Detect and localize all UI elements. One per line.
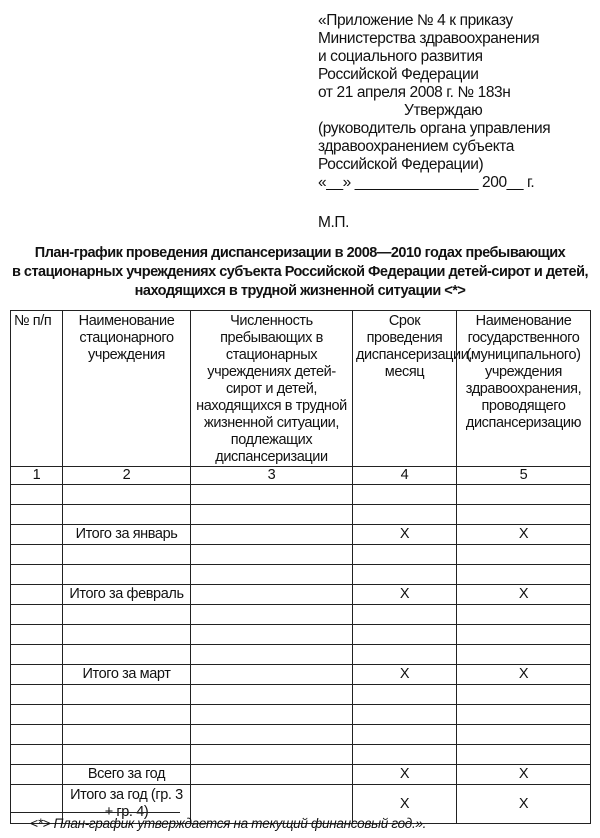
cell-healthcare-institution — [457, 625, 591, 645]
cell-term — [353, 485, 457, 505]
cell-number — [11, 725, 63, 745]
column-number: 2 — [63, 467, 191, 485]
title-line-2: в стационарных учреждениях субъекта Российской Федерации детей-сирот и детей, — [11, 264, 589, 280]
approve-label: Утверждаю — [404, 102, 483, 119]
column-number: 1 — [11, 467, 63, 485]
footnote-divider — [10, 812, 180, 813]
cell-healthcare-institution — [457, 545, 591, 565]
cell-term — [353, 705, 457, 725]
cell-healthcare-institution — [457, 705, 591, 725]
cell-healthcare-institution: X — [457, 585, 591, 605]
table-row — [11, 485, 591, 505]
cell-institution — [63, 565, 191, 585]
table-row — [11, 745, 591, 765]
cell-healthcare-institution: X — [457, 665, 591, 685]
cell-institution: Итого за февраль — [63, 585, 191, 605]
cell-headcount — [191, 545, 353, 565]
cell-number — [11, 485, 63, 505]
table-row — [11, 545, 591, 565]
cell-headcount — [191, 705, 353, 725]
cell-institution: Итого за год (гр. 3 + гр. 4) — [63, 785, 191, 824]
approval-header — [318, 12, 588, 232]
plan-table — [10, 310, 591, 824]
table-row — [11, 725, 591, 745]
cell-institution — [63, 505, 191, 525]
cell-institution: Всего за год — [63, 765, 191, 785]
cell-number — [11, 765, 63, 785]
cell-healthcare-institution: X — [457, 785, 591, 824]
cell-institution — [63, 625, 191, 645]
cell-healthcare-institution: X — [457, 765, 591, 785]
cell-institution — [63, 545, 191, 565]
cell-number — [11, 525, 63, 545]
table-row — [11, 705, 591, 725]
cell-headcount — [191, 485, 353, 505]
header-term: Срок проведения диспансеризации, месяц — [353, 311, 457, 467]
header-headcount: Численность пребывающих в стационарных учреждениях детей-сирот и детей, находящихся в трудной жизненной ситуации, подлежащих диспансеризации — [191, 311, 353, 467]
date-line: «__» _______________ 200__ г. — [318, 174, 535, 191]
cell-institution — [63, 605, 191, 625]
order-reference-line-3: и социального развития — [318, 48, 483, 65]
stamp-place: М.П. — [318, 214, 350, 231]
cell-number — [11, 745, 63, 765]
cell-headcount — [191, 745, 353, 765]
table-row — [11, 565, 591, 585]
title-line-3: находящихся в трудной жизненной ситуации <*> — [134, 283, 466, 299]
cell-headcount — [191, 605, 353, 625]
cell-term — [353, 605, 457, 625]
cell-institution — [63, 705, 191, 725]
cell-institution: Итого за январь — [63, 525, 191, 545]
cell-term: X — [353, 765, 457, 785]
cell-headcount — [191, 685, 353, 705]
cell-number — [11, 565, 63, 585]
approver-line-3: Российской Федерации) — [318, 156, 484, 173]
table-row — [11, 685, 591, 705]
cell-term — [353, 685, 457, 705]
cell-term — [353, 645, 457, 665]
table-row — [11, 525, 591, 545]
table-row — [11, 605, 591, 625]
cell-term — [353, 725, 457, 745]
cell-term — [353, 745, 457, 765]
cell-headcount — [191, 525, 353, 545]
approver-line-2: здравоохранением субъекта — [318, 138, 514, 155]
header-healthcare-institution: Наименование государственного (муниципального) учреждения здравоохранения, проводящего диспансеризацию — [457, 311, 591, 467]
column-number: 4 — [353, 467, 457, 485]
cell-term: X — [353, 585, 457, 605]
header-institution: Наименование стационарного учреждения — [63, 311, 191, 467]
cell-number — [11, 585, 63, 605]
table-row — [11, 585, 591, 605]
cell-number — [11, 685, 63, 705]
table-row — [11, 665, 591, 685]
order-reference-line-2: Министерства здравоохранения — [318, 30, 540, 47]
cell-healthcare-institution — [457, 685, 591, 705]
cell-number — [11, 665, 63, 685]
cell-healthcare-institution — [457, 645, 591, 665]
cell-healthcare-institution — [457, 725, 591, 745]
cell-headcount — [191, 725, 353, 745]
cell-healthcare-institution — [457, 605, 591, 625]
cell-headcount — [191, 665, 353, 685]
cell-headcount — [191, 505, 353, 525]
table-row — [11, 765, 591, 785]
table-row — [11, 645, 591, 665]
cell-institution — [63, 485, 191, 505]
cell-healthcare-institution — [457, 565, 591, 585]
cell-number — [11, 505, 63, 525]
cell-term — [353, 505, 457, 525]
header-number: № п/п — [11, 311, 63, 467]
cell-institution — [63, 645, 191, 665]
cell-term: X — [353, 785, 457, 824]
cell-number — [11, 645, 63, 665]
cell-institution — [63, 725, 191, 745]
table-row — [11, 505, 591, 525]
column-number: 3 — [191, 467, 353, 485]
cell-number — [11, 605, 63, 625]
cell-headcount — [191, 765, 353, 785]
order-reference-line-1: «Приложение № 4 к приказу — [318, 12, 513, 29]
cell-number — [11, 705, 63, 725]
title-line-1: План-график проведения диспансеризации в 2008—2010 годах пребывающих — [34, 245, 566, 261]
table-row — [11, 625, 591, 645]
cell-headcount — [191, 585, 353, 605]
column-number: 5 — [457, 467, 591, 485]
footnote: <*> План-график утверждается на текущий финансовый год.». — [30, 816, 427, 831]
approver-line-1: (руководитель органа управления — [318, 120, 551, 137]
cell-institution — [63, 685, 191, 705]
cell-healthcare-institution — [457, 505, 591, 525]
cell-healthcare-institution — [457, 745, 591, 765]
cell-headcount — [191, 565, 353, 585]
cell-healthcare-institution: X — [457, 525, 591, 545]
cell-headcount — [191, 645, 353, 665]
cell-term: X — [353, 665, 457, 685]
cell-term: X — [353, 525, 457, 545]
document-title — [8, 244, 592, 301]
cell-term — [353, 565, 457, 585]
cell-healthcare-institution — [457, 485, 591, 505]
cell-headcount — [191, 625, 353, 645]
cell-number — [11, 545, 63, 565]
cell-term — [353, 545, 457, 565]
cell-institution — [63, 745, 191, 765]
cell-term — [353, 625, 457, 645]
order-reference-line-4: Российской Федерации — [318, 66, 479, 83]
cell-number — [11, 625, 63, 645]
order-reference-line-5: от 21 апреля 2008 г. № 183н — [318, 84, 511, 101]
cell-institution: Итого за март — [63, 665, 191, 685]
